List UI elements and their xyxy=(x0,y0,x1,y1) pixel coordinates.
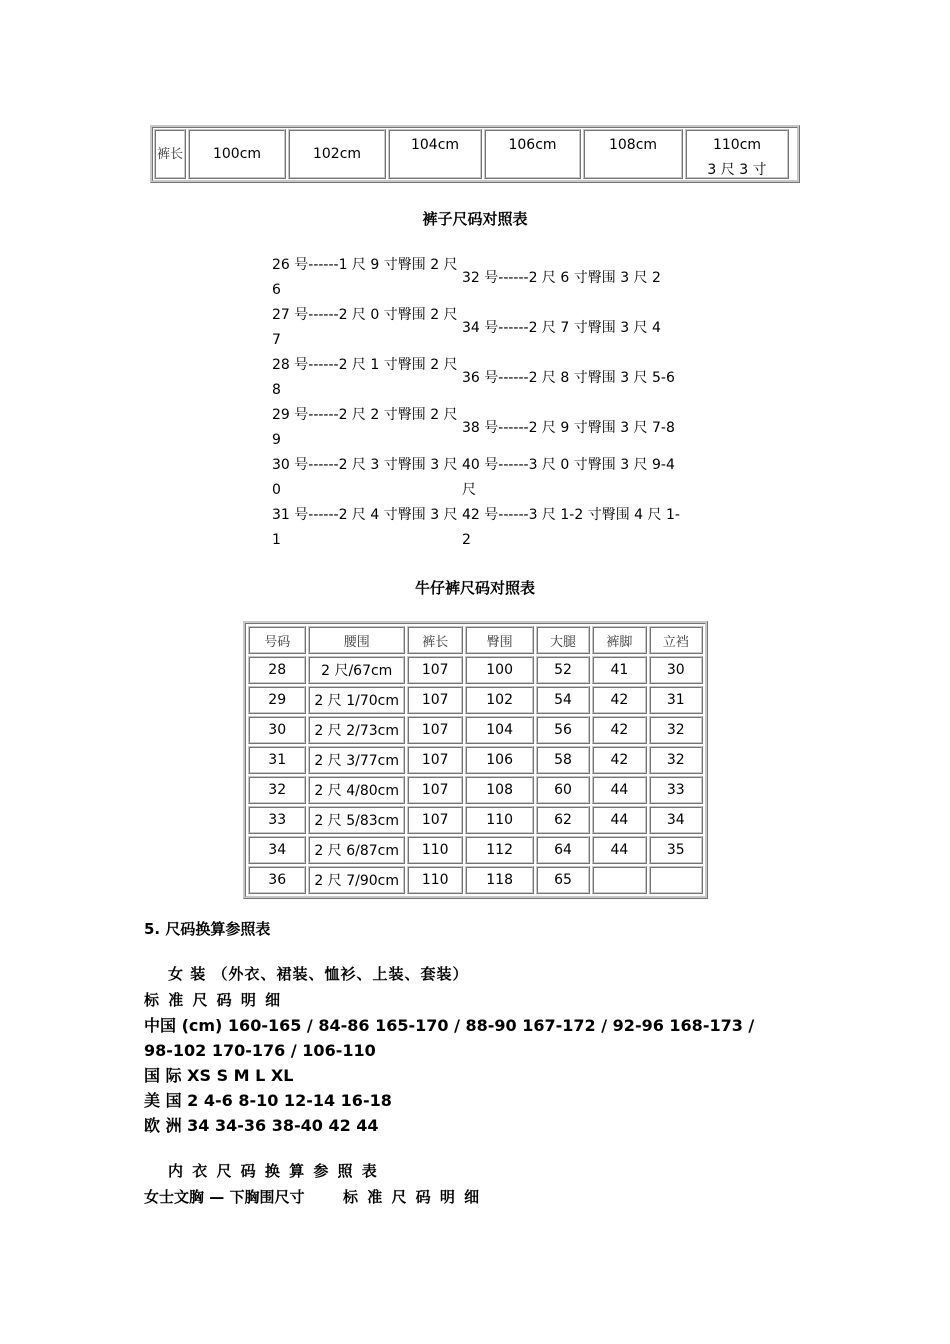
length-label: 裤长 xyxy=(154,129,186,179)
table-cell: 107 xyxy=(407,716,463,744)
pants-left: 27 号------2 尺 0 寸臀围 2 尺 7 xyxy=(272,307,458,348)
table-cell xyxy=(592,866,646,894)
table-row xyxy=(248,836,703,864)
length-cell-0: 100cm xyxy=(188,129,286,179)
pants-size-list xyxy=(272,253,692,553)
table-cell: 107 xyxy=(407,656,463,684)
table-cell: 106 xyxy=(465,746,533,774)
table-cell: 44 xyxy=(592,836,646,864)
china-size-line-1: 中国 (cm) 160-165 / 84-86 165-170 / 88-90 167-172 / 92-96 168-173 / xyxy=(144,1016,755,1035)
table-cell: 36 xyxy=(248,866,306,894)
length-cell-4: 108cm xyxy=(583,129,683,179)
women-heading: 女 装 （外衣、裙装、恤衫、上装、套装） xyxy=(168,965,469,983)
table-cell: 44 xyxy=(592,806,646,834)
table-cell: 58 xyxy=(536,746,590,774)
header-cell: 臀围 xyxy=(465,626,533,654)
pants-right: 36 号------2 尺 8 寸臀围 3 尺 5-6 xyxy=(462,369,675,386)
table-cell: 34 xyxy=(649,806,703,834)
china-size-line-2: 98-102 170-176 / 106-110 xyxy=(144,1041,376,1060)
underwear-heading: 内 衣 尺 码 换 算 参 照 表 xyxy=(168,1162,379,1180)
table-cell: 107 xyxy=(407,806,463,834)
standard-size-label: 标 准 尺 码 明 细 xyxy=(144,991,283,1009)
intl-size-line: 国 际 XS S M L XL xyxy=(144,1066,294,1085)
table-cell: 60 xyxy=(536,776,590,804)
pants-right: 38 号------2 尺 9 寸臀围 3 尺 7-8 xyxy=(462,419,675,436)
table-cell: 32 xyxy=(649,746,703,774)
bra-label: 女士文胸 — 下胸围尺寸 xyxy=(144,1188,305,1206)
table-cell: 33 xyxy=(649,776,703,804)
list-item xyxy=(272,353,692,403)
table-cell: 2 尺 7/90cm xyxy=(308,866,405,894)
pants-right: 32 号------2 尺 6 寸臀围 3 尺 2 xyxy=(462,269,661,286)
bra-standard-label: 标 准 尺 码 明 细 xyxy=(343,1188,482,1206)
table-cell: 100 xyxy=(465,656,533,684)
header-cell: 大腿 xyxy=(536,626,590,654)
table-cell: 30 xyxy=(649,656,703,684)
table-cell: 110 xyxy=(407,836,463,864)
pants-right: 40 号------3 尺 0 寸臀围 3 尺 9-4 尺 xyxy=(462,457,675,498)
table-cell: 30 xyxy=(248,716,306,744)
table-row xyxy=(248,776,703,804)
pants-left: 26 号------1 尺 9 寸臀围 2 尺 6 xyxy=(272,257,458,298)
table-cell: 42 xyxy=(592,686,646,714)
table-cell: 35 xyxy=(649,836,703,864)
list-item xyxy=(272,253,692,303)
table-cell: 112 xyxy=(465,836,533,864)
table-cell: 52 xyxy=(536,656,590,684)
header-cell: 裤长 xyxy=(407,626,463,654)
table-cell: 118 xyxy=(465,866,533,894)
table-row xyxy=(248,656,703,684)
table-cell: 2 尺 1/70cm xyxy=(308,686,405,714)
table-cell: 42 xyxy=(592,746,646,774)
header-cell: 腰围 xyxy=(308,626,405,654)
length-cell-3: 106cm xyxy=(484,129,581,179)
table-cell: 29 xyxy=(248,686,306,714)
pants-size-title: 裤子尺码对照表 xyxy=(422,210,528,228)
table-cell: 32 xyxy=(649,716,703,744)
table-cell: 31 xyxy=(649,686,703,714)
table-row xyxy=(248,866,703,894)
eu-size-line: 欧 洲 34 34-36 38-40 42 44 xyxy=(144,1116,379,1135)
table-row xyxy=(248,806,703,834)
table-cell: 2 尺 4/80cm xyxy=(308,776,405,804)
pants-right: 42 号------3 尺 1-2 寸臀围 4 尺 1-2 xyxy=(462,507,680,548)
table-header-row xyxy=(248,626,703,654)
table-cell: 64 xyxy=(536,836,590,864)
header-cell: 立裆 xyxy=(649,626,703,654)
length-cell-1: 102cm xyxy=(288,129,386,179)
table-cell: 102 xyxy=(465,686,533,714)
table-cell: 2 尺 5/83cm xyxy=(308,806,405,834)
table-cell: 110 xyxy=(407,866,463,894)
length-table xyxy=(150,125,800,183)
list-item xyxy=(272,503,692,553)
table-row xyxy=(248,686,703,714)
table-cell: 41 xyxy=(592,656,646,684)
list-item xyxy=(272,403,692,453)
table-cell: 32 xyxy=(248,776,306,804)
table-cell: 110 xyxy=(465,806,533,834)
table-cell: 104 xyxy=(465,716,533,744)
table-cell: 42 xyxy=(592,716,646,744)
table-cell: 33 xyxy=(248,806,306,834)
table-cell: 107 xyxy=(407,686,463,714)
pants-left: 28 号------2 尺 1 寸臀围 2 尺 8 xyxy=(272,357,458,398)
table-cell: 31 xyxy=(248,746,306,774)
table-cell: 44 xyxy=(592,776,646,804)
table-row xyxy=(248,746,703,774)
table-row xyxy=(248,716,703,744)
list-item xyxy=(272,453,692,503)
table-cell: 34 xyxy=(248,836,306,864)
jeans-size-title: 牛仔裤尺码对照表 xyxy=(414,579,535,597)
pants-left: 31 号------2 尺 4 寸臀围 3 尺 1 xyxy=(272,507,458,548)
length-cell-2: 104cm xyxy=(388,129,482,179)
table-cell: 28 xyxy=(248,656,306,684)
table-cell: 56 xyxy=(536,716,590,744)
table-cell: 54 xyxy=(536,686,590,714)
length-cell-5: 110cm 3 尺 3 寸 xyxy=(685,129,789,179)
table-cell: 2 尺 2/73cm xyxy=(308,716,405,744)
section-title: 5. 尺码换算参照表 xyxy=(144,920,271,938)
table-cell: 65 xyxy=(536,866,590,894)
table-cell: 2 尺 6/87cm xyxy=(308,836,405,864)
jeans-size-table xyxy=(243,621,708,899)
table-cell: 108 xyxy=(465,776,533,804)
table-cell: 2 尺 3/77cm xyxy=(308,746,405,774)
table-cell xyxy=(649,866,703,894)
header-cell: 号码 xyxy=(248,626,306,654)
header-cell: 裤脚 xyxy=(592,626,646,654)
table-cell: 107 xyxy=(407,746,463,774)
us-size-line: 美 国 2 4-6 8-10 12-14 16-18 xyxy=(144,1091,392,1110)
table-cell: 62 xyxy=(536,806,590,834)
pants-right: 34 号------2 尺 7 寸臀围 3 尺 4 xyxy=(462,319,661,336)
pants-left: 30 号------2 尺 3 寸臀围 3 尺 0 xyxy=(272,457,458,498)
list-item xyxy=(272,303,692,353)
table-cell: 107 xyxy=(407,776,463,804)
pants-left: 29 号------2 尺 2 寸臀围 2 尺 9 xyxy=(272,407,458,448)
table-cell: 2 尺/67cm xyxy=(308,656,405,684)
